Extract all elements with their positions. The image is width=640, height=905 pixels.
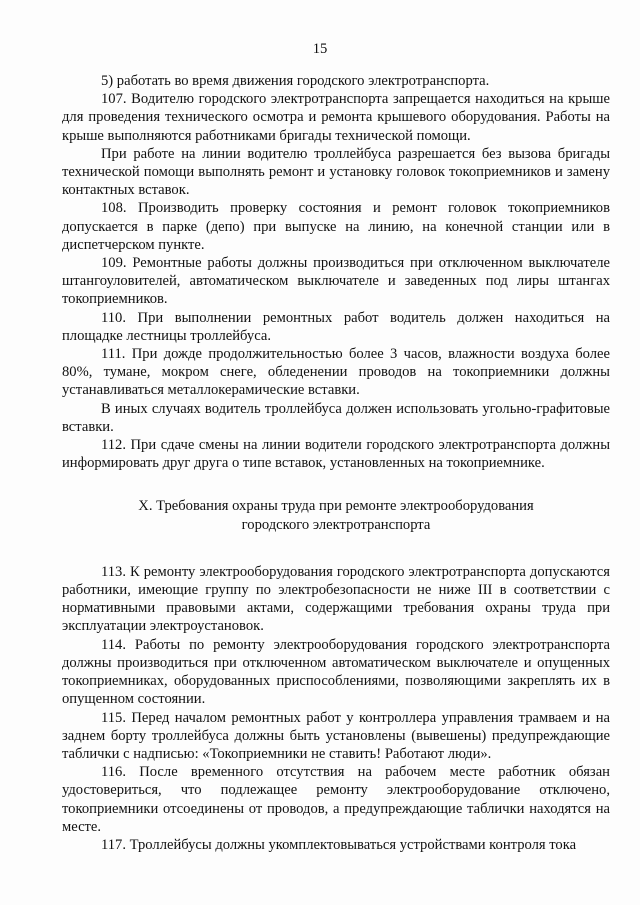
list-item-5: 5) работать во время движения городского электротранспорта. — [101, 73, 490, 89]
clause-110: 110. При выполнении ремонтных работ водитель должен находиться на площадке лестницы троллейбуса. — [62, 309, 610, 344]
clause-112: 112. При сдаче смены на линии водители городского электротранспорта должны информировать друг друга о типе вставок, установленных на токоприемнике. — [62, 437, 610, 472]
clause-114: 114. Работы по ремонту электрооборудования городского электротранспорта должны производиться при отключенном автоматическом выключателе и опущенных токоприемниках, оборудованных приспособлениями, позволяющими закреплять их в опущенном состоянии. — [62, 636, 610, 708]
clause-107: 107. Водителю городского электротранспорта запрещается находиться на крыше для проведения технического осмотра и ремонта крышевого оборудования. Работы на крыше выполняются работниками бригады технической помощи. — [62, 91, 610, 144]
clause-107-note: При работе на линии водителю троллейбуса разрешается без вызова бригады технической помощи выполнять ремонт и установку головок токоприемников и замену контактных вставок. — [62, 145, 610, 199]
clause-115: 115. Перед началом ремонтных работ у контроллера управления трамваем и на заднем борту троллейбуса должны быть установлены (вывешены) предупреждающие таблички с надписью: «Токоприемники не ставить! Работают люди». — [62, 709, 610, 762]
page-number: 15 — [312, 41, 328, 57]
section-heading-line-2: городского электротранспорта — [241, 516, 431, 533]
clause-109: 109. Ремонтные работы должны производиться при отключенном выключателе штангоуловителей, автоматическом выключателе и заведенных под лиры штангах токоприемников. — [62, 255, 610, 308]
section-heading — [62, 497, 610, 533]
document-body — [62, 72, 610, 854]
clause-116: 116. После временного отсутствия на рабочем месте работник обязан удостовериться, что подлежащее ремонту электрооборудование отключено, токоприемники отсоединены от проводов, а предупреждающие таблички находятся на месте. — [62, 764, 610, 835]
clause-108: 108. Производить проверку состояния и ремонт головок токоприемников допускается в парке (депо) при выпуске на линию, на конечной станции или в диспетчерском пункте. — [62, 200, 610, 253]
clause-111: 111. При дожде продолжительностью более 3 часов, влажности воздуха более 80%, тумане, мокром снеге, обледенении проводов на токоприемники должны устанавливаться металлокерамические вставки. — [62, 346, 610, 399]
clause-117: 117. Троллейбусы должны укомплектовываться устройствами контроля тока — [101, 836, 577, 853]
clause-111-note: В иных случаях водитель троллейбуса должен использовать угольно-графитовые вставки. — [62, 400, 610, 435]
clause-113: 113. К ремонту электрооборудования городского электротранспорта допускаются работники, имеющие группу по электробезопасности не ниже III в соответствии с нормативными правовыми актами, содержащими требования охраны труда при эксплуатации электроустановок. — [62, 563, 610, 635]
section-heading-line-1: X. Требования охраны труда при ремонте электрооборудования — [138, 498, 534, 515]
